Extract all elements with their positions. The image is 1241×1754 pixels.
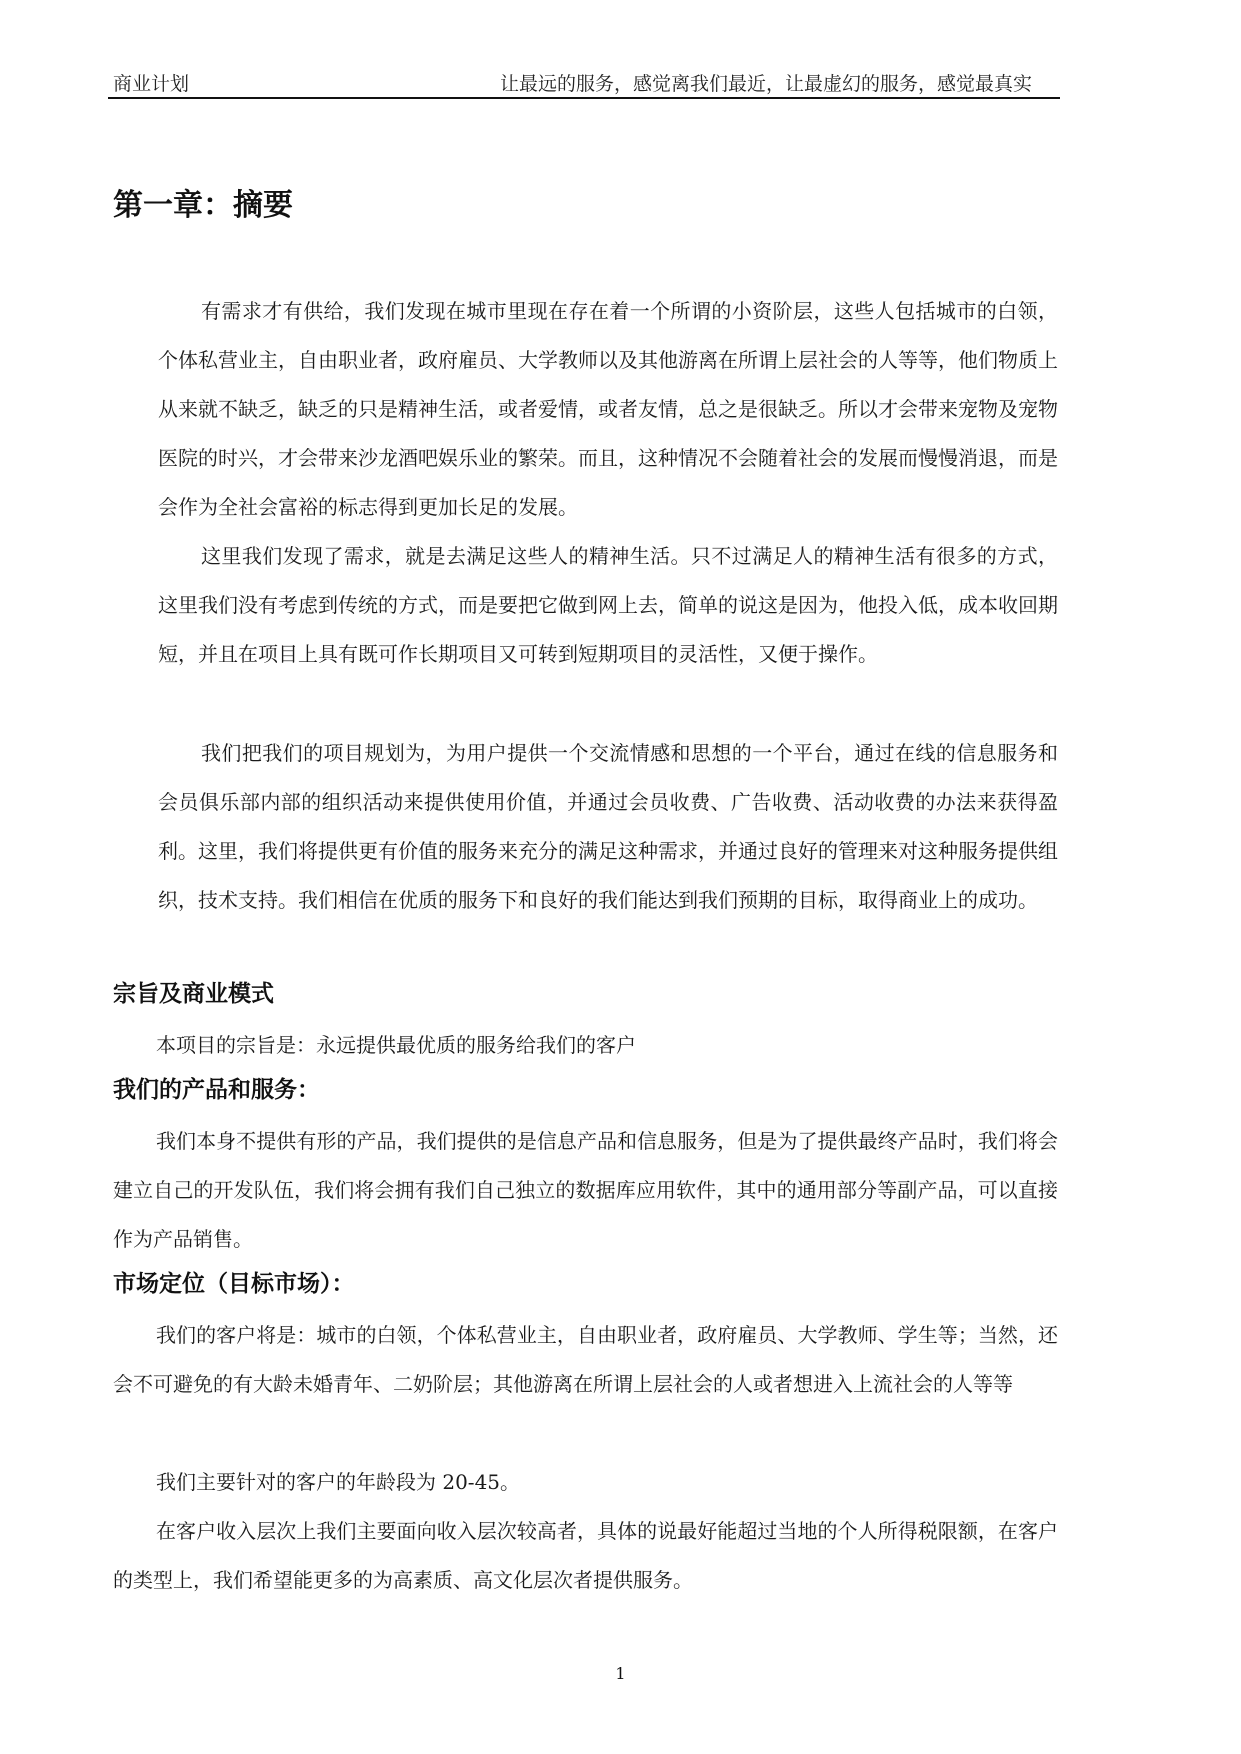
market-paragraph-1: 我们的客户将是：城市的白领，个体私营业主，自由职业者，政府雇员、大学教师、学生等；当然，还会不可避免的有大龄未婚青年、二奶阶层；其他游离在所谓上层社会的人或者想进入上流社会的人等等 <box>113 1323 1058 1396</box>
section-heading-mission: 宗旨及商业模式 <box>113 981 274 1007</box>
abstract-paragraph-2: 这里我们发现了需求，就是去满足这些人的精神生活。只不过满足人的精神生活有很多的方式，这里我们没有考虑到传统的方式，而是要把它做到网上去，简单的说这是因为，他投入低，成本收回期短，并且在项目上具有既可作长期项目又可转到短期项目的灵活性，又便于操作。 <box>158 544 1058 666</box>
page-number: 1 <box>615 1664 626 1683</box>
market-paragraph-2: 我们主要针对的客户的年龄段为 20-45。 <box>156 1470 521 1494</box>
header-divider <box>108 97 1060 99</box>
mission-paragraph: 本项目的宗旨是：永远提供最优质的服务给我们的客户 <box>156 1033 636 1057</box>
products-paragraph: 我们本身不提供有形的产品，我们提供的是信息产品和信息服务，但是为了提供最终产品时，我们将会建立自己的开发队伍，我们将会拥有我们自己独立的数据库应用软件，其中的通用部分等副产品，可以直接作为产品销售。 <box>113 1129 1058 1251</box>
abstract-paragraph-3: 我们把我们的项目规划为，为用户提供一个交流情感和思想的一个平台，通过在线的信息服务和会员俱乐部内部的组织活动来提供使用价值，并通过会员收费、广告收费、活动收费的办法来获得盈利。这里，我们将提供更有价值的服务来充分的满足这种需求，并通过良好的管理来对这种服务提供组织，技术支持。我们相信在优质的服务下和良好的我们能达到我们预期的目标，取得商业上的成功。 <box>158 741 1058 912</box>
market-paragraph-3: 在客户收入层次上我们主要面向收入层次较高者，具体的说最好能超过当地的个人所得税限额，在客户的类型上，我们希望能更多的为高素质、高文化层次者提供服务。 <box>113 1519 1058 1592</box>
section-heading-products: 我们的产品和服务： <box>113 1077 320 1103</box>
chapter-title: 第一章：摘要 <box>113 188 293 223</box>
section-heading-market: 市场定位（目标市场）： <box>113 1271 355 1297</box>
header-doc-type: 商业计划 <box>113 73 190 95</box>
header-slogan: 让最远的服务，感觉离我们最近，让最虚幻的服务，感觉最真实 <box>500 73 1033 95</box>
abstract-paragraph-1: 有需求才有供给，我们发现在城市里现在存在着一个所谓的小资阶层，这些人包括城市的白领，个体私营业主，自由职业者，政府雇员、大学教师以及其他游离在所谓上层社会的人等等，他们物质上从来就不缺乏，缺乏的只是精神生活，或者爱情，或者友情，总之是很缺乏。所以才会带来宠物及宠物医院的时兴，才会带来沙龙酒吧娱乐业的繁荣。而且，这种情况不会随着社会的发展而慢慢消退，而是会作为全社会富裕的标志得到更加长足的发展。 <box>158 299 1058 519</box>
